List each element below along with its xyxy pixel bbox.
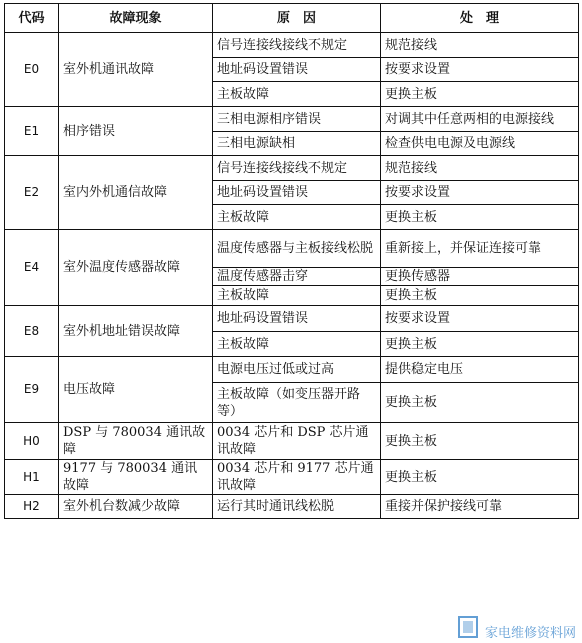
fault-fix-cell: 规范接线 (381, 33, 579, 58)
watermark-logo-icon (457, 614, 479, 640)
fault-fix-cell: 更换主板 (381, 332, 579, 357)
fault-fix-cell: 检查供电电源及电源线 (381, 132, 579, 156)
fault-cause-cell: 主板故障 (213, 205, 381, 230)
fault-cause-cell: 信号连接线接线不规定 (213, 33, 381, 58)
watermark (485, 622, 576, 641)
fault-symptom-cell: 室内外机通信故障 (59, 156, 213, 230)
fault-fix-cell: 重接并保护接线可靠 (381, 495, 579, 519)
fault-cause-cell: 温度传感器与主板接线松脱 (213, 230, 381, 268)
fault-code-cell: H0 (5, 423, 59, 460)
fault-fix-cell: 更换主板 (381, 423, 579, 460)
fault-cause-cell: 地址码设置错误 (213, 181, 381, 205)
fault-cause-cell: 主板故障 (213, 286, 381, 306)
fault-fix-cell: 更换主板 (381, 460, 579, 495)
fault-cause-cell: 电源电压过低或过高 (213, 357, 381, 383)
fault-cause-cell: 三相电源相序错误 (213, 107, 381, 132)
fault-cause-cell: 信号连接线接线不规定 (213, 156, 381, 181)
fault-fix-cell: 按要求设置 (381, 58, 579, 82)
fault-fix-cell: 更换主板 (381, 205, 579, 230)
fault-symptom-cell: DSP 与 780034 通讯故障 (59, 423, 213, 460)
fault-code-cell: H2 (5, 495, 59, 519)
fault-code-cell: E4 (5, 230, 59, 306)
fault-cause-cell: 地址码设置错误 (213, 58, 381, 82)
fault-fix-cell: 更换主板 (381, 286, 579, 306)
fault-fix-cell: 更换主板 (381, 383, 579, 423)
fault-code-cell: E2 (5, 156, 59, 230)
header-code: 代码 (5, 4, 59, 33)
fault-symptom-cell: 室外温度传感器故障 (59, 230, 213, 306)
fault-cause-cell: 主板故障（如变压器开路等） (213, 383, 381, 423)
fault-fix-cell: 提供稳定电压 (381, 357, 579, 383)
header-row (5, 4, 579, 33)
fault-fix-cell: 更换主板 (381, 82, 579, 107)
table-body (5, 33, 579, 519)
fault-fix-cell: 按要求设置 (381, 181, 579, 205)
header-fix: 处 理 (381, 4, 579, 33)
fault-code-cell: E8 (5, 306, 59, 357)
fault-symptom-cell: 相序错误 (59, 107, 213, 156)
table-row (5, 495, 579, 519)
fault-cause-cell: 主板故障 (213, 332, 381, 357)
table-row (5, 357, 579, 383)
table-row (5, 423, 579, 460)
fault-cause-cell: 三相电源缺相 (213, 132, 381, 156)
fault-symptom-cell: 9177 与 780034 通讯故障 (59, 460, 213, 495)
fault-fix-cell: 重新接上，并保证连接可靠 (381, 230, 579, 268)
watermark-text: 家电维修资料网 (484, 626, 576, 641)
fault-symptom-cell: 室外机台数减少故障 (59, 495, 213, 519)
fault-code-cell: H1 (5, 460, 59, 495)
header-cause: 原 因 (213, 4, 381, 33)
fault-symptom-cell: 室外机通讯故障 (59, 33, 213, 107)
fault-cause-cell: 温度传感器击穿 (213, 268, 381, 286)
fault-fix-cell: 对调其中任意两相的电源接线 (381, 107, 579, 132)
fault-fix-cell: 按要求设置 (381, 306, 579, 332)
fault-code-cell: E9 (5, 357, 59, 423)
header-symptom: 故障现象 (59, 4, 213, 33)
fault-code-table-container (4, 3, 578, 519)
fault-cause-cell: 0034 芯片和 DSP 芯片通讯故障 (213, 423, 381, 460)
fault-cause-cell: 主板故障 (213, 82, 381, 107)
fault-code-cell: E1 (5, 107, 59, 156)
fault-fix-cell: 规范接线 (381, 156, 579, 181)
fault-cause-cell: 0034 芯片和 9177 芯片通讯故障 (213, 460, 381, 495)
table-row (5, 107, 579, 132)
table-row (5, 306, 579, 332)
table-row (5, 230, 579, 268)
fault-code-cell: E0 (5, 33, 59, 107)
fault-cause-cell: 地址码设置错误 (213, 306, 381, 332)
fault-symptom-cell: 电压故障 (59, 357, 213, 423)
fault-symptom-cell: 室外机地址错误故障 (59, 306, 213, 357)
table-row (5, 33, 579, 58)
fault-fix-cell: 更换传感器 (381, 268, 579, 286)
fault-code-table (4, 3, 579, 519)
fault-cause-cell: 运行其时通讯线松脱 (213, 495, 381, 519)
table-row (5, 460, 579, 495)
table-row (5, 156, 579, 181)
